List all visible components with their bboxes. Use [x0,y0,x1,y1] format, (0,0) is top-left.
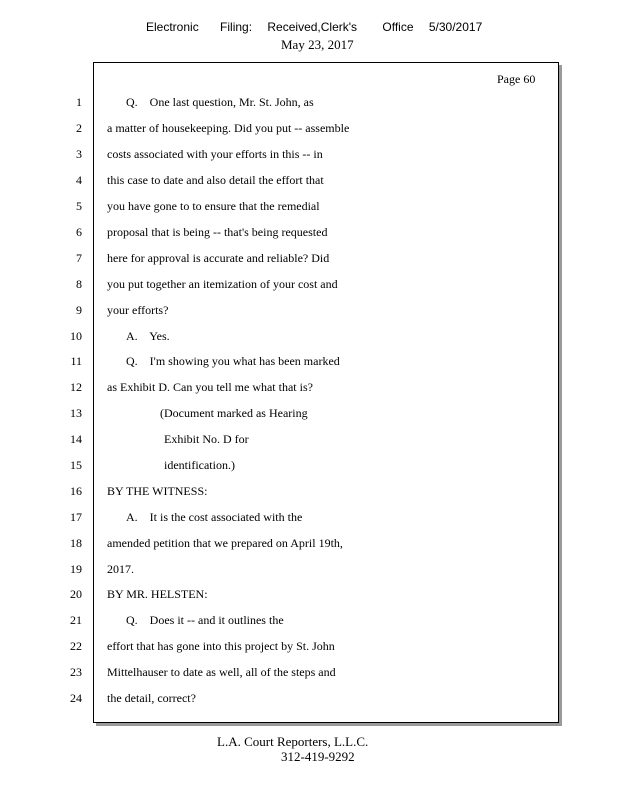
filing-stamp-word: Filing: [220,20,253,34]
line-number: 2 [76,121,82,135]
line-number: 12 [70,380,82,394]
transcript-line: a matter of housekeeping. Did you put -- assemble [107,121,350,135]
filing-stamp-word: Received,Clerk's [267,20,358,34]
transcript-line: identification.) [164,458,235,472]
transcript-line: the detail, correct? [107,691,196,705]
transcript-line: Q. Does it -- and it outlines the [126,613,284,627]
transcript-line: amended petition that we prepared on April 19th, [107,536,343,550]
transcript-line: costs associated with your efforts in this -- in [107,147,323,161]
line-number: 10 [70,329,82,343]
line-number: 11 [70,354,82,368]
transcript-line: Q. One last question, Mr. St. John, as [126,95,314,109]
page-number: Page 60 [497,72,536,86]
transcript-line: proposal that is being -- that's being requested [107,225,328,239]
line-number: 6 [76,225,82,239]
line-number: 7 [76,251,82,265]
line-number: 24 [70,691,82,705]
line-number: 1 [76,95,82,109]
transcript-line: A. It is the cost associated with the [126,510,303,524]
transcript-line: BY THE WITNESS: [107,484,208,498]
filing-stamp-word: Electronic [146,20,199,34]
filing-stamp [146,20,482,34]
line-number: 17 [70,510,82,524]
transcript-line: effort that has gone into this project by St. John [107,639,335,653]
line-number: 23 [70,665,82,679]
line-number: 14 [70,432,82,446]
line-number: 15 [70,458,82,472]
transcript-line: this case to date and also detail the effort that [107,173,324,187]
line-number: 3 [76,147,82,161]
transcript-line: (Document marked as Hearing [160,406,308,420]
line-number: 18 [70,536,82,550]
transcript-line: here for approval is accurate and reliable? Did [107,251,330,265]
transcript-line: Mittelhauser to date as well, all of the steps and [107,665,336,679]
transcript-line: 2017. [107,562,134,576]
court-reporter-phone: 312-419-9292 [281,749,355,764]
court-reporter-name: L.A. Court Reporters, L.L.C. [217,734,369,749]
line-number: 20 [70,587,82,601]
line-number: 16 [70,484,82,498]
transcript-line: you put together an itemization of your cost and [107,277,338,291]
transcript-line: your efforts? [107,303,169,317]
line-number: 5 [76,199,82,213]
line-number: 8 [76,277,82,291]
transcript-line: Q. I'm showing you what has been marked [126,354,340,368]
line-number: 4 [76,173,82,187]
line-number: 19 [70,562,82,576]
filing-stamp-word: Office [382,20,414,34]
filing-stamp-word: 5/30/2017 [428,20,483,34]
transcript-line: as Exhibit D. Can you tell me what that is? [107,380,313,394]
line-number: 9 [76,303,82,317]
transcript-line: Exhibit No. D for [164,432,249,446]
line-number: 13 [70,406,82,420]
transcript-line: A. Yes. [126,329,170,343]
transcript-line: you have gone to to ensure that the remedial [107,199,320,213]
document-date: May 23, 2017 [281,37,354,52]
transcript-line: BY MR. HELSTEN: [107,587,208,601]
line-number: 21 [70,613,82,627]
line-number: 22 [70,639,82,653]
